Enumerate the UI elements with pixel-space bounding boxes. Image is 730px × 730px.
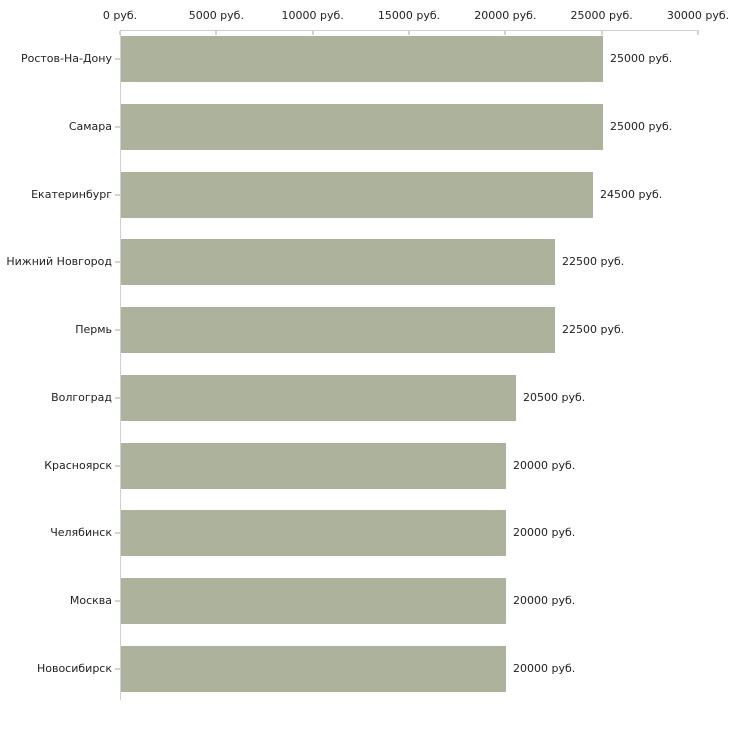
- category-label: Пермь: [75, 323, 112, 337]
- y-axis-tick-mark: [115, 600, 120, 602]
- x-axis-tick-label: 25000 руб.: [570, 9, 633, 22]
- x-axis-tick-mark: [697, 31, 699, 35]
- value-label: 20000 руб.: [513, 662, 576, 675]
- category-label: Волгоград: [51, 390, 112, 404]
- category-label: Самара: [68, 119, 112, 133]
- y-axis-tick-mark: [115, 126, 120, 128]
- value-label: 22500 руб.: [562, 255, 625, 269]
- category-label: Красноярск: [44, 458, 112, 472]
- x-axis-tick-mark: [601, 31, 603, 35]
- bar: [121, 172, 593, 218]
- bar: [121, 510, 506, 556]
- x-axis-tick-label: 10000 руб.: [281, 9, 344, 22]
- value-label: 20000 руб.: [513, 458, 576, 472]
- category-label: Екатеринбург: [31, 187, 112, 201]
- x-axis-tick-mark: [215, 31, 217, 35]
- x-axis-tick-mark: [312, 31, 314, 35]
- value-label: 25000 руб.: [610, 119, 673, 133]
- value-label: 20000 руб.: [513, 526, 576, 540]
- value-label: 20000 руб.: [513, 594, 576, 608]
- x-axis-tick-label: 20000 руб.: [474, 9, 537, 22]
- bar: [121, 307, 555, 353]
- bar: [121, 375, 516, 421]
- x-axis-tick-mark: [119, 31, 121, 35]
- bar: [121, 239, 555, 285]
- x-axis-tick-mark: [504, 31, 506, 35]
- y-axis-tick-mark: [115, 397, 120, 399]
- value-label: 24500 руб.: [600, 187, 663, 201]
- bar: [121, 36, 603, 82]
- value-label: 22500 руб.: [562, 323, 625, 337]
- bar: [121, 104, 603, 150]
- y-axis-tick-mark: [115, 194, 120, 196]
- y-axis-tick-mark: [115, 58, 120, 60]
- y-axis-tick-mark: [115, 668, 120, 670]
- y-axis-tick-mark: [115, 329, 120, 331]
- category-label: Новосибирск: [36, 662, 112, 675]
- value-label: 20500 руб.: [523, 390, 586, 404]
- x-axis-tick-mark: [408, 31, 410, 35]
- category-label: Ростов-На-Дону: [20, 52, 112, 65]
- bar: [121, 646, 506, 692]
- bar: [121, 578, 506, 624]
- value-label: 25000 руб.: [610, 52, 673, 65]
- x-axis-tick-label: 0 руб.: [102, 9, 138, 22]
- y-axis-tick-mark: [115, 261, 120, 263]
- x-axis-tick-label: 30000 руб.: [666, 9, 730, 22]
- y-axis-tick-mark: [115, 465, 120, 467]
- category-label: Нижний Новгород: [6, 255, 112, 269]
- y-axis-tick-mark: [115, 532, 120, 534]
- category-label: Москва: [69, 594, 112, 608]
- category-label: Челябинск: [50, 526, 112, 540]
- bar: [121, 443, 506, 489]
- x-axis-tick-label: 5000 руб.: [188, 9, 244, 22]
- x-axis-tick-label: 15000 руб.: [377, 9, 441, 22]
